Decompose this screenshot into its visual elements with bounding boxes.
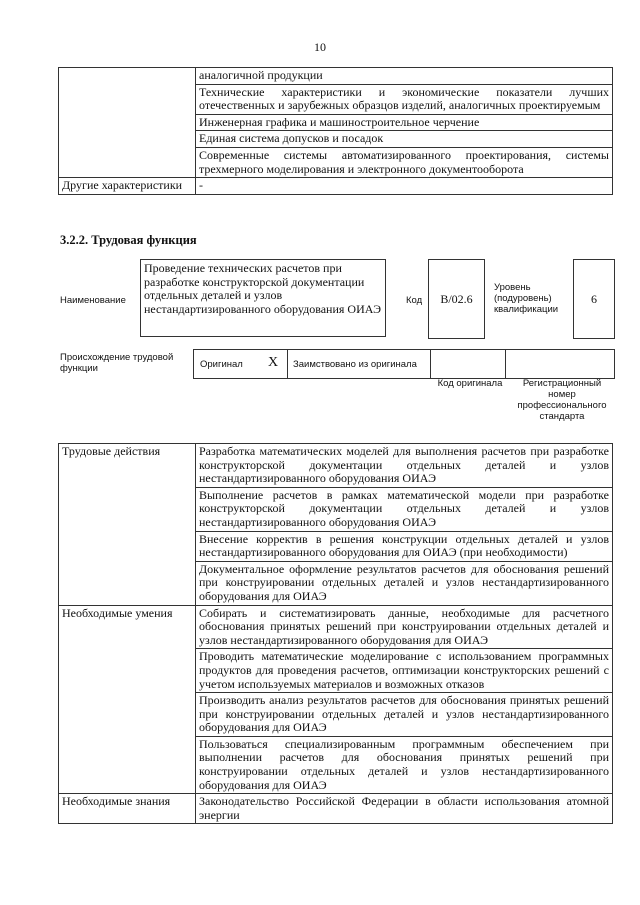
list-item: Производить анализ результатов расчетов для обоснования принятых решений при конструировании отдельных деталей и узлов нестандартизированного оборудования для ОИАЭ — [196, 693, 613, 737]
row-header: Необходимые знания — [59, 794, 196, 824]
list-item: Законодательство Российской Федерации в области использования атомной энергии — [196, 794, 613, 824]
list-item: Собирать и систематизировать данные, необходимые для расчетного обоснования принятых решений при конструировании отдельных деталей и узлов нестандартизированного оборудования для ОИАЭ — [196, 605, 613, 649]
table-row — [59, 444, 613, 488]
list-item: Единая система допусков и посадок — [196, 131, 613, 148]
divider — [505, 350, 506, 378]
code-original-caption: Код оригинала — [437, 378, 503, 389]
function-details-table — [58, 443, 613, 824]
code-value: B/02.6 — [428, 259, 485, 339]
level-label: Уровень (подуровень) квалификации — [494, 282, 559, 315]
list-item: Пользоваться специализированным программным обеспечением при выполнении расчетов для обоснования принятых решений при конструировании отдельных деталей и узлов нестандартизированного оборудования для ОИАЭ — [196, 736, 613, 793]
code-label: Код — [406, 295, 423, 306]
divider — [430, 350, 431, 378]
list-item: - — [196, 178, 613, 195]
original-label: Оригинал — [200, 359, 243, 370]
row-header: Необходимые умения — [59, 605, 196, 794]
list-item: Документальное оформление результатов расчетов для обоснования решений при конструировании отдельных деталей и узлов нестандартизированного оборудования для ОИАЭ — [196, 561, 613, 605]
origin-box — [193, 349, 615, 379]
previous-function-table — [58, 67, 613, 195]
row-header — [59, 68, 196, 178]
row-header: Трудовые действия — [59, 444, 196, 606]
list-item: Разработка математических моделей для выполнения расчетов при разработке конструкторской документации отдельных деталей и узлов нестандартизированного оборудования ОИАЭ — [196, 444, 613, 488]
list-item: Технические характеристики и экономические показатели лучших отечественных и зарубежных образцов изделий, аналогичных проектируемым — [196, 84, 613, 114]
level-value: 6 — [573, 259, 615, 339]
table-row — [59, 605, 613, 649]
list-item: Современные системы автоматизированного проектирования, системы трехмерного моделирования и электронного документооборота — [196, 147, 613, 177]
divider — [287, 350, 288, 378]
list-item: Инженерная графика и машиностроительное черчение — [196, 114, 613, 131]
name-label: Наименование — [60, 295, 126, 306]
list-item: Внесение корректив в решения конструкции отдельных деталей и узлов нестандартизированного оборудования для ОИАЭ (при необходимости) — [196, 531, 613, 561]
function-name: Проведение технических расчетов при разработке конструкторской документации отдельных деталей и узлов нестандартизированного оборудования ОИАЭ — [140, 259, 386, 337]
table-row — [59, 794, 613, 824]
registration-caption: Регистрационный номер профессионального стандарта — [517, 378, 607, 422]
section-title: 3.2.2. Трудовая функция — [60, 233, 197, 247]
origin-label: Происхождение трудовой функции — [60, 352, 174, 374]
row-header: Другие характеристики — [59, 178, 196, 195]
original-mark: X — [268, 355, 279, 370]
list-item: аналогичной продукции — [196, 68, 613, 85]
list-item: Выполнение расчетов в рамках математической модели при разработке конструкторской документации отдельных деталей и узлов нестандартизированного оборудования ОИАЭ — [196, 487, 613, 531]
table-row — [59, 68, 613, 85]
page-number: 10 — [314, 40, 326, 54]
table-row — [59, 178, 613, 195]
list-item: Проводить математические моделирование с использованием программных продуктов для проведения расчетов, оптимизации конструкторских решений с учетом используемых материалов и возможных отказов — [196, 649, 613, 693]
borrowed-label: Заимствовано из оригинала — [293, 359, 417, 370]
